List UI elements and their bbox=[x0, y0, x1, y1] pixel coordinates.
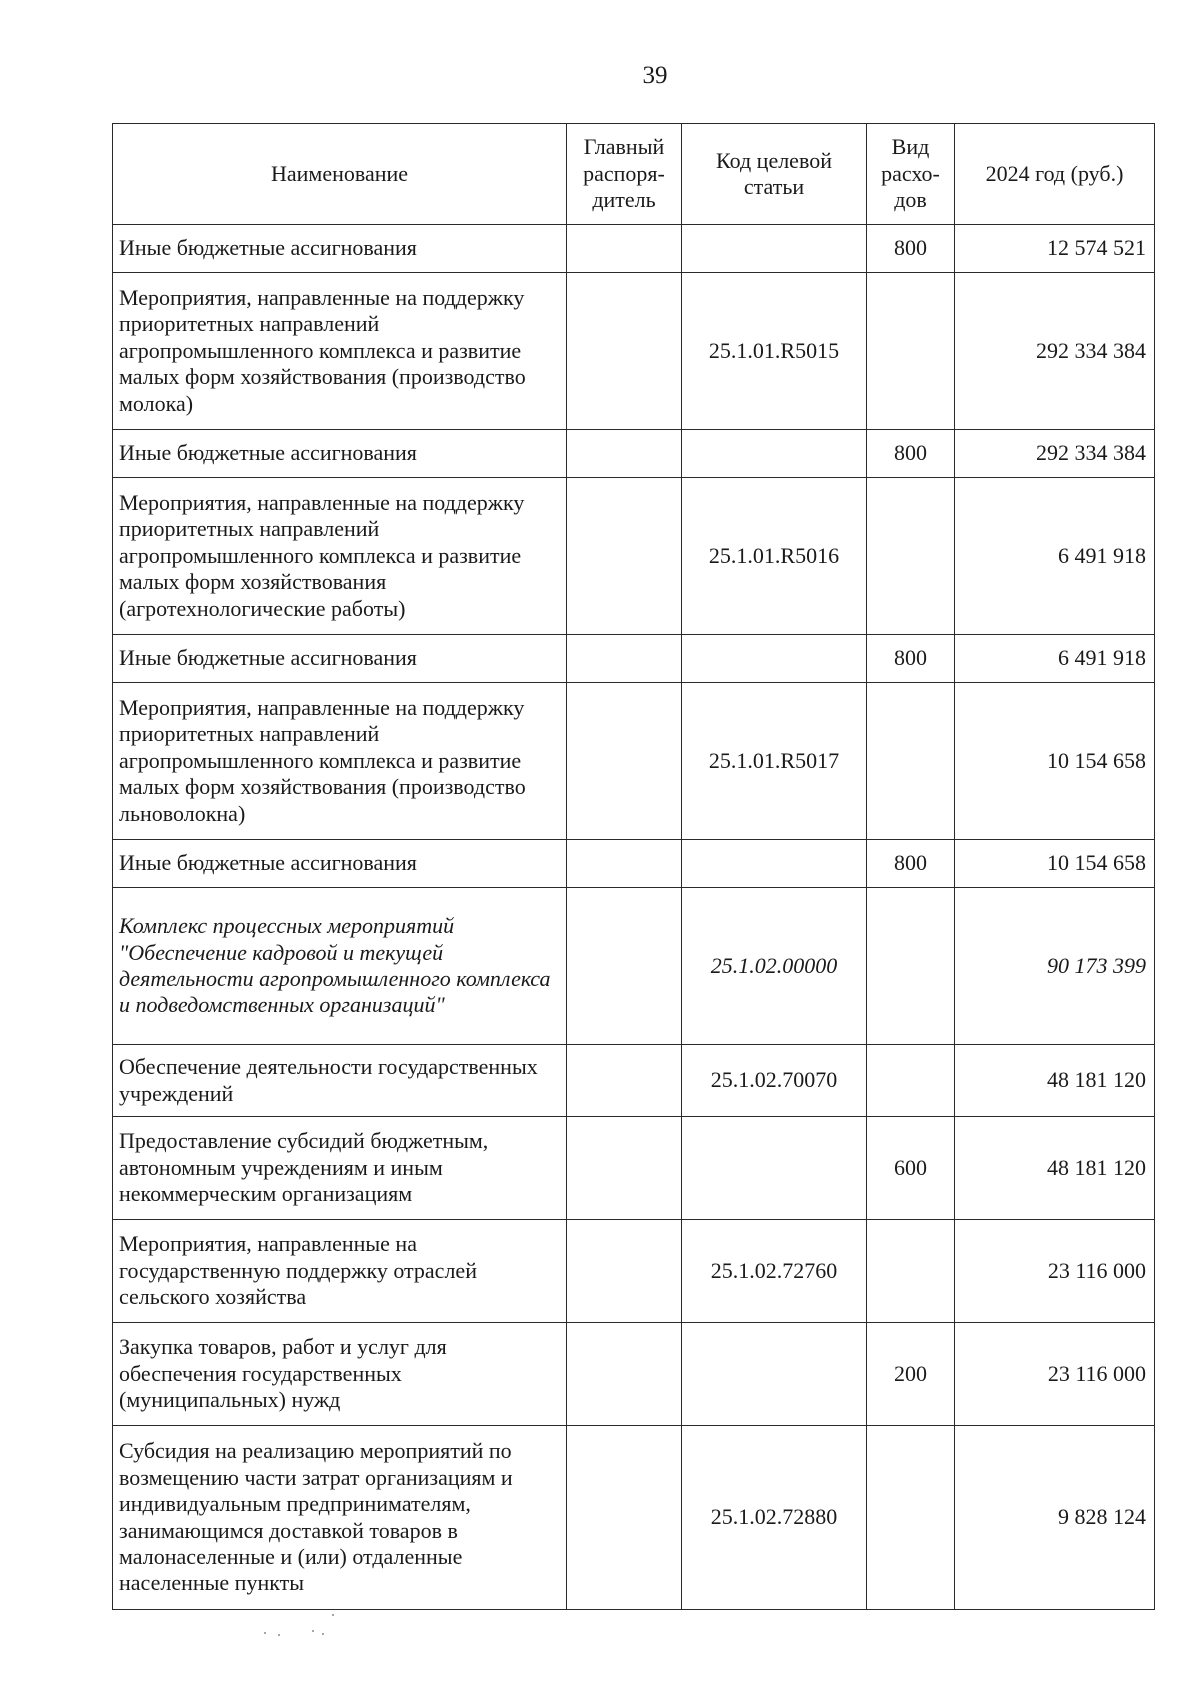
cell-code bbox=[682, 1323, 867, 1426]
table-row bbox=[113, 1045, 1155, 1117]
cell-sum: 10 154 658 bbox=[955, 683, 1155, 840]
cell-code: 25.1.02.72880 bbox=[682, 1426, 867, 1610]
cell-admin bbox=[567, 888, 682, 1045]
cell-code bbox=[682, 430, 867, 478]
table-body bbox=[113, 225, 1155, 1610]
cell-name: Мероприятия, направленные на поддержку приоритетных направлений агропромышленного комплекса и развитие малых форм хозяйствования (агротехнологические работы) bbox=[113, 478, 567, 635]
cell-code: 25.1.02.00000 bbox=[682, 888, 867, 1045]
table-row bbox=[113, 430, 1155, 478]
cell-sum: 23 116 000 bbox=[955, 1220, 1155, 1323]
scan-speck bbox=[312, 1630, 314, 1632]
cell-code: 25.1.01.R5016 bbox=[682, 478, 867, 635]
cell-sum: 10 154 658 bbox=[955, 840, 1155, 888]
scan-speck bbox=[322, 1633, 324, 1635]
cell-name: Мероприятия, направленные на поддержку приоритетных направлений агропромышленного комплекса и развитие малых форм хозяйствования (производство льноволокна) bbox=[113, 683, 567, 840]
cell-admin bbox=[567, 273, 682, 430]
cell-name: Предоставление субсидий бюджетным, автономным учреждениям и иным некоммерческим организациям bbox=[113, 1117, 567, 1220]
cell-code: 25.1.01.R5017 bbox=[682, 683, 867, 840]
cell-kind: 800 bbox=[867, 840, 955, 888]
cell-sum: 48 181 120 bbox=[955, 1045, 1155, 1117]
cell-name: Иные бюджетные ассигнования bbox=[113, 225, 567, 273]
cell-sum: 6 491 918 bbox=[955, 478, 1155, 635]
cell-kind bbox=[867, 683, 955, 840]
cell-admin bbox=[567, 683, 682, 840]
cell-sum: 9 828 124 bbox=[955, 1426, 1155, 1610]
table-row bbox=[113, 888, 1155, 1045]
table-row bbox=[113, 1426, 1155, 1610]
cell-name: Закупка товаров, работ и услуг для обеспечения государственных (муниципальных) нужд bbox=[113, 1323, 567, 1426]
cell-code bbox=[682, 225, 867, 273]
table-row bbox=[113, 840, 1155, 888]
scan-speck bbox=[332, 1614, 334, 1616]
cell-name: Субсидия на реализацию мероприятий по возмещению части затрат организациям и индивидуальным предпринимателям, занимающимся доставкой товаров в малонаселенные и (или) отдаленные населенные пункты bbox=[113, 1426, 567, 1610]
cell-code bbox=[682, 840, 867, 888]
cell-admin bbox=[567, 430, 682, 478]
table-row bbox=[113, 635, 1155, 683]
cell-code: 25.1.02.70070 bbox=[682, 1045, 867, 1117]
table-row bbox=[113, 1117, 1155, 1220]
table-row bbox=[113, 1323, 1155, 1426]
cell-admin bbox=[567, 1220, 682, 1323]
header-kind: Вид расхо-дов bbox=[867, 124, 955, 225]
header-admin: Главный распоря-дитель bbox=[567, 124, 682, 225]
table-row bbox=[113, 225, 1155, 273]
table-row bbox=[113, 273, 1155, 430]
cell-name: Обеспечение деятельности государственных учреждений bbox=[113, 1045, 567, 1117]
cell-kind bbox=[867, 888, 955, 1045]
cell-sum: 292 334 384 bbox=[955, 430, 1155, 478]
header-name: Наименование bbox=[113, 124, 567, 225]
cell-kind: 800 bbox=[867, 225, 955, 273]
cell-kind: 200 bbox=[867, 1323, 955, 1426]
cell-kind bbox=[867, 478, 955, 635]
cell-admin bbox=[567, 1323, 682, 1426]
table-header-row bbox=[113, 124, 1155, 225]
cell-kind: 600 bbox=[867, 1117, 955, 1220]
cell-admin bbox=[567, 478, 682, 635]
cell-kind bbox=[867, 1426, 955, 1610]
table-row bbox=[113, 478, 1155, 635]
cell-kind bbox=[867, 1045, 955, 1117]
cell-code bbox=[682, 635, 867, 683]
cell-admin bbox=[567, 1117, 682, 1220]
cell-admin bbox=[567, 1045, 682, 1117]
cell-sum: 48 181 120 bbox=[955, 1117, 1155, 1220]
cell-kind: 800 bbox=[867, 635, 955, 683]
budget-table bbox=[112, 123, 1155, 1610]
cell-sum: 90 173 399 bbox=[955, 888, 1155, 1045]
cell-kind bbox=[867, 1220, 955, 1323]
cell-sum: 23 116 000 bbox=[955, 1323, 1155, 1426]
scan-speck bbox=[264, 1632, 266, 1634]
cell-code: 25.1.02.72760 bbox=[682, 1220, 867, 1323]
cell-name: Иные бюджетные ассигнования bbox=[113, 635, 567, 683]
cell-name: Комплекс процессных мероприятий "Обеспечение кадровой и текущей деятельности агропромышленного комплекса и подведомственных организаций" bbox=[113, 888, 567, 1045]
cell-name: Мероприятия, направленные на государственную поддержку отраслей сельского хозяйства bbox=[113, 1220, 567, 1323]
scan-speck bbox=[278, 1634, 280, 1636]
cell-sum: 12 574 521 bbox=[955, 225, 1155, 273]
table-row bbox=[113, 1220, 1155, 1323]
cell-code: 25.1.01.R5015 bbox=[682, 273, 867, 430]
cell-kind bbox=[867, 273, 955, 430]
cell-admin bbox=[567, 225, 682, 273]
table-row bbox=[113, 683, 1155, 840]
cell-admin bbox=[567, 1426, 682, 1610]
cell-admin bbox=[567, 635, 682, 683]
cell-name: Мероприятия, направленные на поддержку приоритетных направлений агропромышленного комплекса и развитие малых форм хозяйствования (производство молока) bbox=[113, 273, 567, 430]
cell-code bbox=[682, 1117, 867, 1220]
cell-admin bbox=[567, 840, 682, 888]
cell-name: Иные бюджетные ассигнования bbox=[113, 430, 567, 478]
cell-name: Иные бюджетные ассигнования bbox=[113, 840, 567, 888]
cell-sum: 292 334 384 bbox=[955, 273, 1155, 430]
cell-kind: 800 bbox=[867, 430, 955, 478]
header-sum: 2024 год (руб.) bbox=[955, 124, 1155, 225]
page-number: 39 bbox=[642, 62, 668, 89]
cell-sum: 6 491 918 bbox=[955, 635, 1155, 683]
header-code: Код целевой статьи bbox=[682, 124, 867, 225]
